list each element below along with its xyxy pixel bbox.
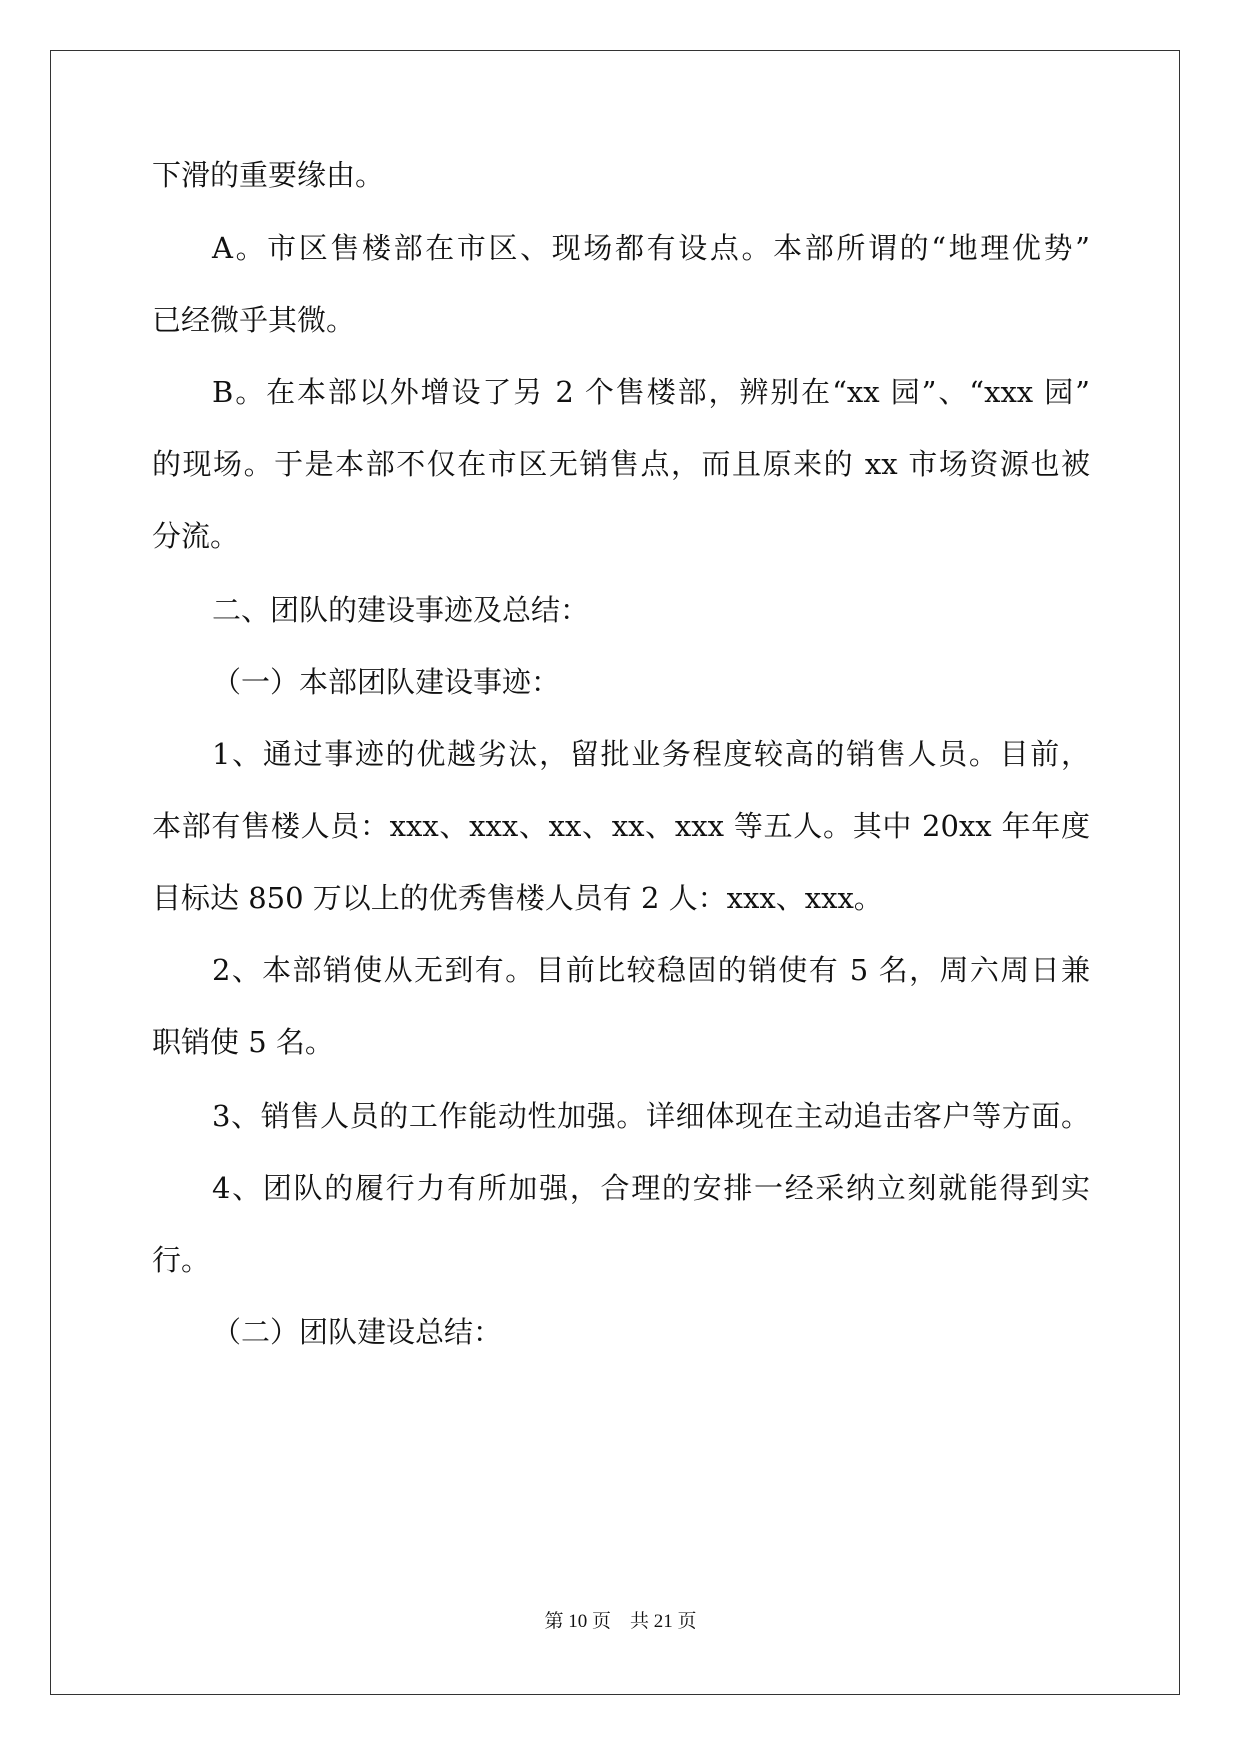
subsection-heading: （一）本部团队建设事迹：: [212, 665, 561, 699]
paragraph-line: B。在本部以外增设了另 2 个售楼部，辨别在“xx 园”、“xxx 园”: [212, 375, 1090, 409]
paragraph-line: 的现场。于是本部不仅在市区无销售点，而且原来的 xx 市场资源也被: [152, 447, 1090, 481]
page-border: [50, 50, 1180, 1695]
paragraph-line: 分流。: [152, 519, 240, 553]
paragraph-line: 目标达 850 万以上的优秀售楼人员有 2 人：xxx、xxx。: [152, 881, 883, 915]
paragraph-line: 已经微乎其微。: [152, 303, 356, 337]
subsection-heading: （二）团队建设总结：: [212, 1315, 503, 1349]
paragraph-line: 4、团队的履行力有所加强，合理的安排一经采纳立刻就能得到实: [212, 1171, 1090, 1205]
paragraph-line: A。市区售楼部在市区、现场都有设点。本部所谓的“地理优势”: [212, 231, 1090, 265]
paragraph-line: 行。: [152, 1243, 211, 1277]
paragraph-line: 本部有售楼人员：xxx、xxx、xx、xx、xxx 等五人。其中 20xx 年年度: [152, 809, 1090, 843]
paragraph-line: 3、销售人员的工作能动性加强。详细体现在主动追击客户等方面。: [212, 1099, 1090, 1133]
paragraph-line: 1、通过事迹的优越劣汰，留批业务程度较高的销售人员。目前，: [212, 737, 1090, 771]
page-number-label: 第 10 页 共 21 页: [544, 1611, 697, 1632]
page-number-footer: [0, 1606, 1241, 1633]
section-heading: 二、团队的建设事迹及总结：: [212, 593, 590, 627]
paragraph-line: 2、本部销使从无到有。目前比较稳固的销使有 5 名，周六周日兼: [212, 953, 1090, 987]
paragraph-line: 职销使 5 名。: [152, 1025, 334, 1059]
paragraph-line: 下滑的重要缘由。: [152, 158, 385, 192]
